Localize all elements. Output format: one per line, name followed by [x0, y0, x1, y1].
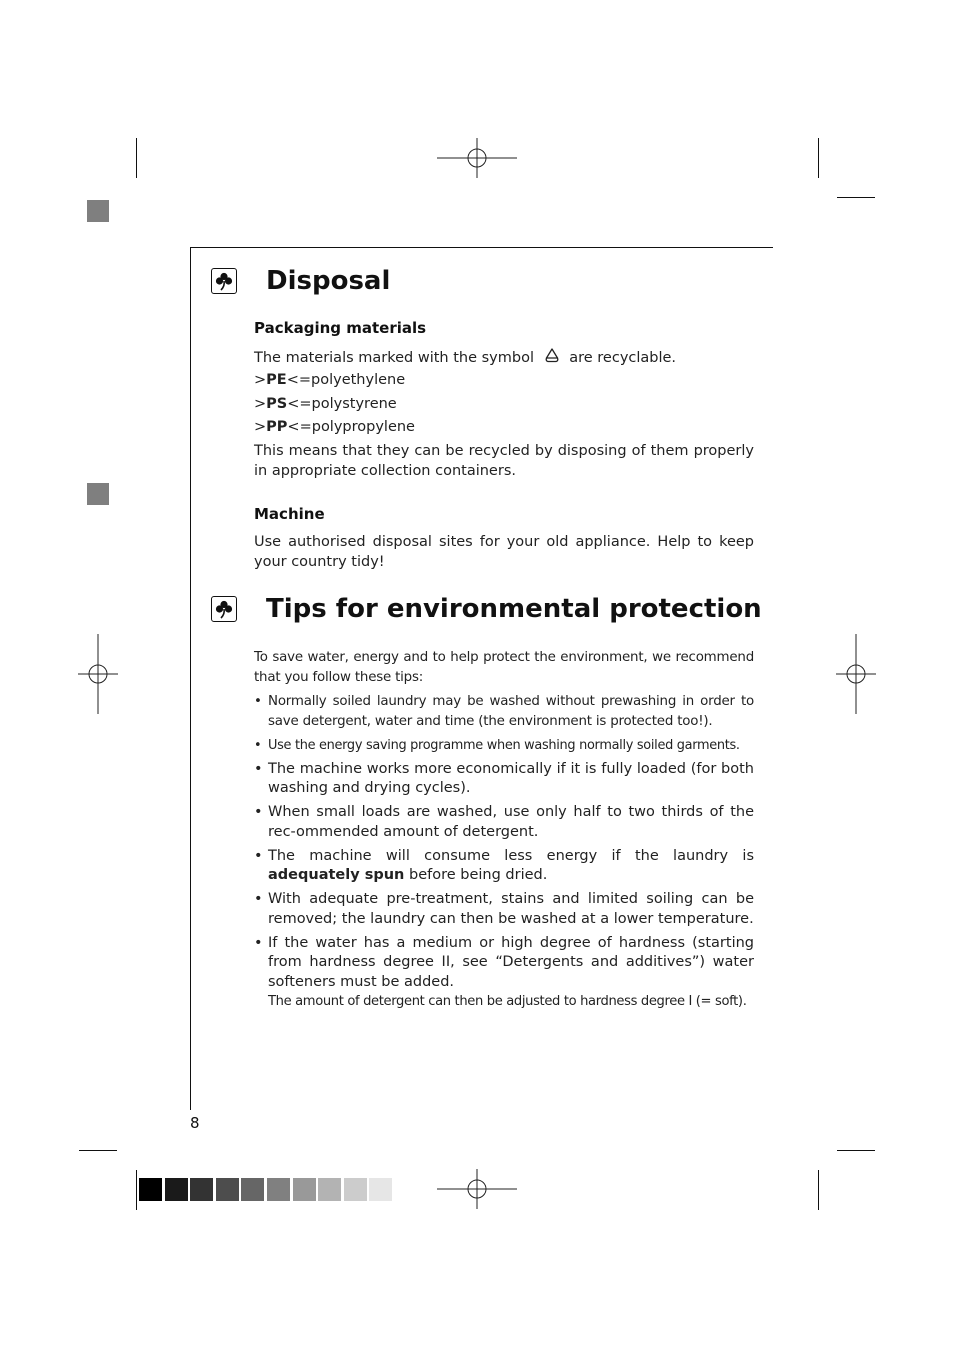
tip-item — [254, 803, 754, 842]
tip-item — [254, 736, 754, 756]
material-name: polypropylene — [311, 419, 415, 435]
tip-text-before: The machine will consume less energy if the laundry is — [268, 847, 754, 864]
material-name: polyethylene — [311, 372, 406, 388]
tip-text-after: before being dried. — [409, 867, 548, 883]
color-swatch — [293, 1178, 316, 1201]
color-swatch — [241, 1178, 264, 1201]
material-code: PP — [266, 419, 288, 435]
registration-mark-bottom — [437, 1169, 517, 1209]
registration-mark-top — [437, 138, 517, 178]
symbol-text-after: are recyclable. — [569, 350, 677, 366]
page-frame-left-rule — [190, 247, 191, 1110]
margin-tab-marker-top — [87, 200, 109, 222]
material-line: >PE<=polyethylene — [254, 372, 406, 388]
packaging-materials-heading: Packaging materials — [254, 319, 427, 337]
tip-bold-text: adequately spun — [268, 867, 405, 883]
machine-text: Use authorised disposal sites for your old appliance. Help to keep your country tidy! — [254, 534, 754, 570]
color-swatch — [165, 1178, 188, 1201]
material-line: >PP<=polypropylene — [254, 419, 415, 435]
registration-mark-left — [78, 634, 118, 714]
color-swatch — [344, 1178, 367, 1201]
tip-item — [254, 934, 754, 1012]
tips-list — [254, 692, 754, 1016]
disposal-title: Disposal — [266, 266, 391, 296]
tips-intro: To save water, energy and to help protect the environment, we recommend that you follow these tips: — [254, 650, 754, 685]
page-number: 8 — [190, 1114, 200, 1132]
color-swatch — [139, 1178, 162, 1201]
color-swatch — [267, 1178, 290, 1201]
tips-title: Tips for environmental protection — [266, 594, 762, 624]
machine-heading: Machine — [254, 505, 325, 523]
color-swatch — [369, 1178, 392, 1201]
material-code: PE — [266, 372, 287, 388]
tip-item — [254, 890, 754, 929]
tip-text: Normally soiled laundry may be washed without prewashing in order to save detergent, water and time (the environment is protected too!). — [268, 694, 754, 729]
recycle-note: This means that they can be recycled by disposing of them properly in appropriate collection containers. — [254, 443, 754, 479]
color-swatch — [216, 1178, 239, 1201]
material-list — [254, 371, 754, 438]
tip-item — [254, 692, 754, 731]
tip-text: With adequate pre-treatment, stains and limited soiling can be removed; the laundry can then be washed at a lower temperature. — [268, 891, 754, 927]
recycle-icon — [543, 347, 561, 365]
tip-item — [254, 847, 754, 886]
material-name: polystyrene — [311, 395, 397, 412]
shamrock-icon — [211, 596, 237, 622]
recyclable-symbol-line — [254, 347, 754, 369]
tip-item — [254, 760, 754, 799]
tip-text: Use the energy saving programme when washing normally soiled garments. — [268, 737, 740, 753]
symbol-text-before: The materials marked with the symbol — [254, 350, 534, 366]
color-swatch — [318, 1178, 341, 1201]
tip-text: When small loads are washed, use only half to two thirds of the rec-ommended amount of detergent. — [268, 804, 754, 840]
tip-note: The amount of detergent can then be adjusted to hardness degree I (= soft). — [268, 994, 747, 1009]
material-code: PS — [266, 395, 288, 412]
registration-mark-right — [836, 634, 876, 714]
material-line: >PS<=polystyrene — [254, 395, 397, 412]
shamrock-icon — [211, 268, 237, 294]
tip-text: If the water has a medium or high degree of hardness (starting from hardness degree II, see “Detergents and additives”) water softeners must be added. — [268, 934, 754, 990]
color-swatch — [190, 1178, 213, 1201]
tip-text: The machine works more economically if it is fully loaded (for both washing and drying cycles). — [268, 760, 754, 796]
margin-tab-marker-middle — [87, 483, 109, 505]
page-frame-top-rule — [190, 247, 773, 248]
